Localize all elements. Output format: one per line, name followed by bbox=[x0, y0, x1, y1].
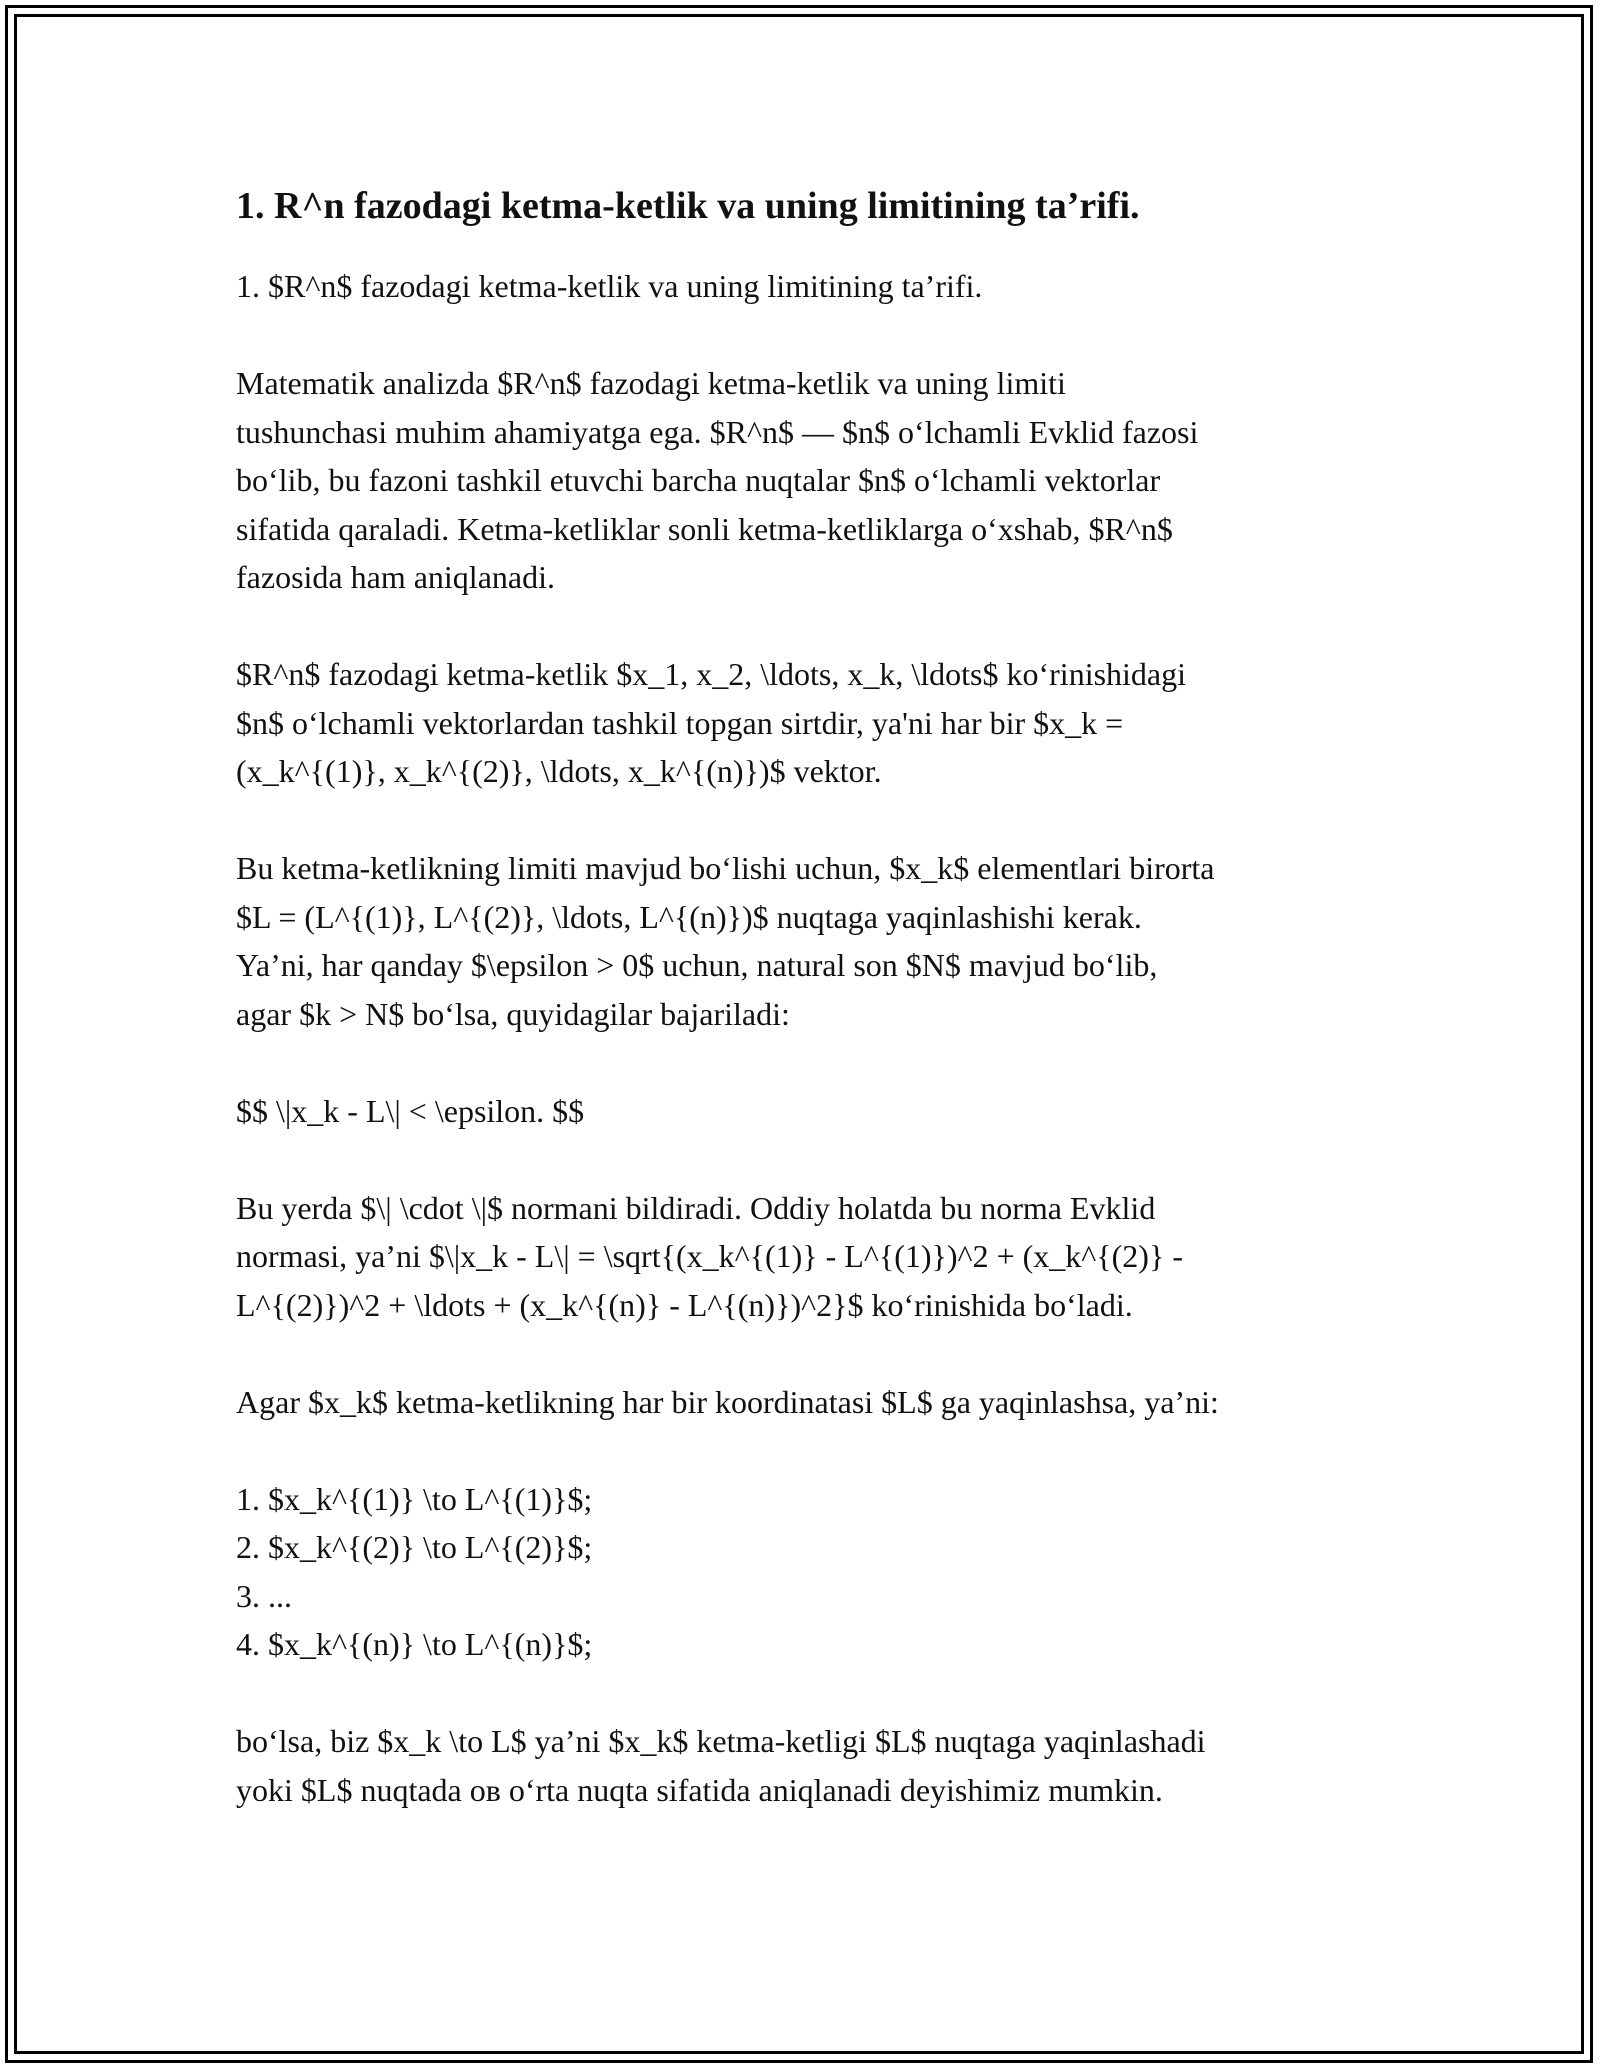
paragraph-limit-definition bbox=[236, 844, 1396, 1038]
list-item: 2. $x_k^{(2)} \to L^{(2)}$; bbox=[236, 1529, 593, 1565]
formula-line: $$ \|x_k - L\| < \epsilon. $$ bbox=[236, 1092, 585, 1129]
paragraph-formula bbox=[236, 1087, 1396, 1136]
paragraph-norm bbox=[236, 1184, 1396, 1330]
text-line: bo‘lib, bu fazoni tashkil etuvchi barcha nuqtalar $n$ o‘lchamli vektorlar bbox=[236, 462, 1161, 498]
text-line: bo‘lsa, biz $x_k \to L$ ya’ni $x_k$ ketma-ketligi $L$ nuqtaga yaqinlashadi bbox=[236, 1723, 1206, 1759]
list-item: 1. $x_k^{(1)} \to L^{(1)}$; bbox=[236, 1480, 593, 1517]
paragraph-conclusion bbox=[236, 1717, 1396, 1814]
text-line: agar $k > N$ bo‘lsa, quyidagilar bajariladi: bbox=[236, 995, 790, 1032]
document-body bbox=[236, 182, 1396, 1863]
text-line: Ya’ni, har qanday $\epsilon > 0$ uchun, natural son $N$ mavjud bo‘lib, bbox=[236, 947, 1158, 983]
paragraph-intro bbox=[236, 359, 1396, 602]
coordinate-list bbox=[236, 1475, 1396, 1669]
text-line: $R^n$ fazodagi ketma-ketlik $x_1, x_2, \ldots, x_k, \ldots$ ko‘rinishidagi bbox=[236, 656, 1187, 692]
text-line: $n$ o‘lchamli vektorlardan tashkil topgan sirtdir, ya'ni har bir $x_k = bbox=[236, 704, 1124, 741]
text-line: fazosida ham aniqlanadi. bbox=[236, 559, 555, 595]
text-line: normasi, ya’ni $\|x_k - L\| = \sqrt{(x_k^{(1)} - L^{(1)})^2 + (x_k^{(2)} - bbox=[236, 1238, 1183, 1274]
text-line: sifatida qaraladi. Ketma-ketliklar sonli ketma-ketliklarga o‘xshab, $R^n$ bbox=[236, 510, 1173, 547]
document-title: 1. R^n fazodagi ketma-ketlik va uning limitining ta’rifi. bbox=[236, 185, 1140, 227]
text-line: 1. $R^n$ fazodagi ketma-ketlik va uning limitining ta’rifi. bbox=[236, 268, 983, 304]
text-line: Bu ketma-ketlikning limiti mavjud bo‘lishi uchun, $x_k$ elementlari birorta bbox=[236, 850, 1215, 886]
paragraph-heading-repeat bbox=[236, 262, 1396, 311]
list-item: 4. $x_k^{(n)} \to L^{(n)}$; bbox=[236, 1626, 593, 1662]
text-line: tushunchasi muhim ahamiyatga ega. $R^n$ — $n$ o‘lchamli Evklid fazosi bbox=[236, 413, 1199, 450]
text-line: yoki $L$ nuqtada ов o‘rta nuqta sifatida aniqlanadi deyishimiz mumkin. bbox=[236, 1771, 1163, 1808]
text-line: (x_k^{(1)}, x_k^{(2)}, \ldots, x_k^{(n)})$ vektor. bbox=[236, 753, 882, 789]
text-line: $L = (L^{(1)}, L^{(2)}, \ldots, L^{(n)})$ nuqtaga yaqinlashishi kerak. bbox=[236, 898, 1142, 935]
text-line: Agar $x_k$ ketma-ketlikning har bir koordinatasi $L$ ga yaqinlashsa, ya’ni: bbox=[236, 1383, 1219, 1420]
text-line: L^{(2)})^2 + \ldots + (x_k^{(n)} - L^{(n)})^2}$ ko‘rinishida bo‘ladi. bbox=[236, 1286, 1133, 1323]
text-line: Bu yerda $\| \cdot \|$ normani bildiradi. Oddiy holatda bu norma Evklid bbox=[236, 1189, 1156, 1226]
paragraph-sequence-definition bbox=[236, 650, 1396, 796]
paragraph-coordinates bbox=[236, 1378, 1396, 1427]
text-line: Matematik analizda $R^n$ fazodagi ketma-ketlik va uning limiti bbox=[236, 365, 1066, 401]
list-item: 3. ... bbox=[236, 1577, 292, 1614]
